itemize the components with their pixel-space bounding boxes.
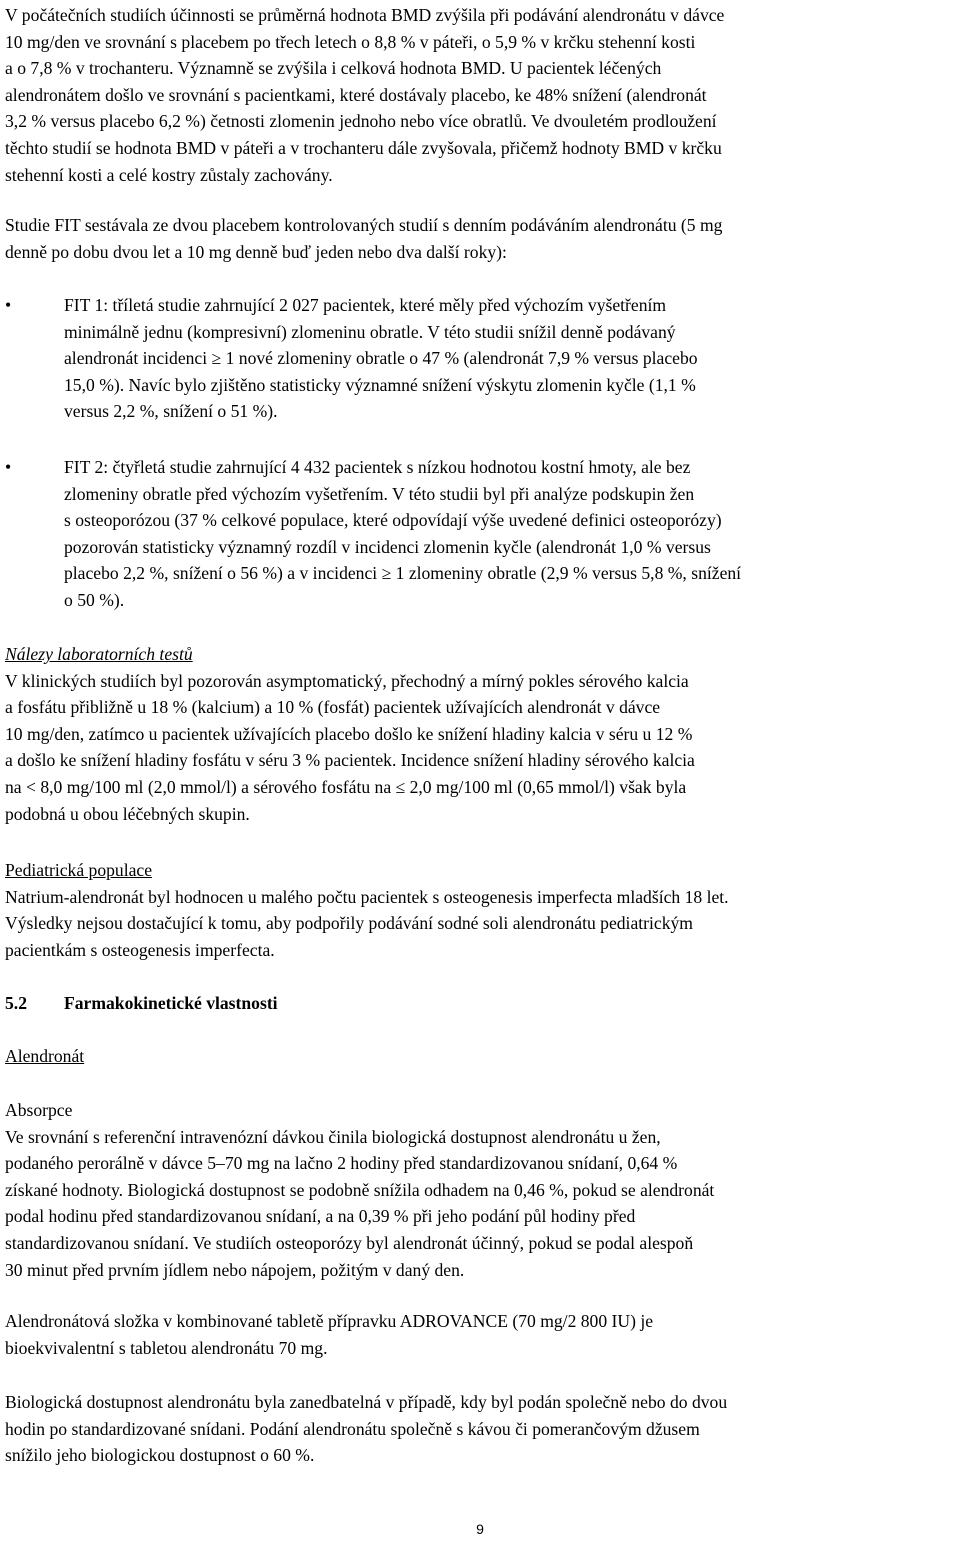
text-line: FIT 2: čtyřletá studie zahrnující 4 432 pacientek s nízkou hodnotou kostní hmoty, ale bez xyxy=(64,457,691,477)
text-line: Výsledky nejsou dostačující k tomu, aby podpořily podávání sodné soli alendronátu pediatrickým xyxy=(5,913,693,934)
text-line: V klinických studiích byl pozorován asymptomatický, přechodný a mírný pokles sérového kalcia xyxy=(5,670,689,691)
text-line: Natrium-alendronát byl hodnocen u malého počtu pacientek s osteogenesis imperfecta mladších 18 let. xyxy=(5,886,729,907)
text-line: 3,2 % versus placebo 6,2 %) četnosti zlomenin jednoho nebo více obratlů. Ve dvouletém prodloužení xyxy=(5,111,717,132)
section-number: 5.2 xyxy=(5,993,27,1013)
page-number: 9 xyxy=(476,1521,484,1537)
text-line: s osteoporózou (37 % celkové populace, které odpovídají výše uvedené definici osteoporózy) xyxy=(64,510,722,531)
heading-alendronat: Alendronát xyxy=(5,1046,85,1066)
bullet-text xyxy=(64,454,954,614)
text-line: těchto studií se hodnota BMD v páteři a v trochanteru dále zvyšovala, přičemž hodnoty BMD v krčku xyxy=(5,137,722,158)
text-line: 30 minut před prvním jídlem nebo nápojem, požitým v daný den. xyxy=(5,1259,465,1280)
section-lab-tests xyxy=(5,641,955,827)
text-line: Alendronátová složka v kombinované tabletě přípravku ADROVANCE (70 mg/2 800 IU) je xyxy=(5,1311,654,1331)
text-line: snížilo jeho biologickou dostupnost o 60 %. xyxy=(5,1445,315,1466)
text-line: versus 2,2 %, snížení o 51 %). xyxy=(64,401,278,422)
text-line: a fosfátu přibližně u 18 % (kalcium) a 10 % (fosfát) pacientek užívajících alendronát v dávce xyxy=(5,697,661,718)
text-line: 10 mg/den, zatímco u pacientek užívajících placebo došlo ke snížení hladiny kalcia v séru u 12 % xyxy=(5,723,693,744)
heading-lab-tests: Nálezy laboratorních testů xyxy=(5,644,193,664)
text-line: stehenní kosti a celé kostry zůstaly zachovány. xyxy=(5,164,333,185)
section-heading-5-2 xyxy=(5,990,955,1017)
text-line: podaného perorálně v dávce 5–70 mg na lačno 2 hodiny před standardizovanou snídaní, 0,64 % xyxy=(5,1153,678,1174)
bullet-icon: • xyxy=(5,457,12,477)
section-absorption xyxy=(5,1097,955,1283)
text-line: alendronát incidenci ≥ 1 nové zlomeniny obratle o 47 % (alendronát 7,9 % versus placebo xyxy=(64,348,698,369)
text-line: V počátečních studiích účinnosti se průměrná hodnota BMD zvýšila při podávání alendronátu v dávce xyxy=(5,5,725,25)
bullet-icon: • xyxy=(5,295,12,315)
heading-absorption: Absorpce xyxy=(5,1100,73,1120)
text-line: získané hodnoty. Biologická dostupnost se podobně snížila odhadem na 0,46 %, pokud se alendronát xyxy=(5,1179,715,1200)
text-line: hodin po standardizované snídani. Podání alendronátu společně s kávou či pomerančovým džusem xyxy=(5,1418,700,1439)
paragraph-fit-study xyxy=(5,212,955,265)
heading-pediatric: Pediatrická populace xyxy=(5,860,153,880)
text-line: standardizovanou snídaní. Ve studiích osteoporózy byl alendronát účinný, pokud se podal alespoň xyxy=(5,1232,694,1253)
paragraph-combo-tablet xyxy=(5,1308,955,1361)
text-line: na < 8,0 mg/100 ml (2,0 mmol/l) a sérového fosfátu na ≤ 2,0 mg/100 ml (0,65 mmol/l) však byla xyxy=(5,776,687,797)
text-line: o 50 %). xyxy=(64,589,125,610)
text-line: zlomeniny obratle před výchozím vyšetřením. V této studii byl při analýze podskupin žen xyxy=(64,483,695,504)
bullet-text xyxy=(64,292,954,425)
text-line: Ve srovnání s referenční intravenózní dávkou činila biologická dostupnost alendronátu u žen, xyxy=(5,1126,661,1147)
text-line: a došlo ke snížení hladiny fosfátu v séru 3 % pacientek. Incidence snížení hladiny sérového kalcia xyxy=(5,750,695,771)
section-pediatric xyxy=(5,857,955,963)
text-line: Studie FIT sestávala ze dvou placebem kontrolovaných studií s denním podáváním alendronátu (5 mg xyxy=(5,215,723,235)
text-line: podal hodinu před standardizovanou snídaní, a na 0,39 % při jeho podání půl hodiny před xyxy=(5,1206,636,1227)
text-line: minimálně jednu (kompresivní) zlomeninu obratle. V této studii snížil denně podávaný xyxy=(64,321,676,342)
text-line: FIT 1: tříletá studie zahrnující 2 027 pacientek, které měly před výchozím vyšetřením xyxy=(64,295,667,315)
paragraph-bmd-results xyxy=(5,2,955,188)
text-line: denně po dobu dvou let a 10 mg denně buď jeden nebo dva další roky): xyxy=(5,241,507,262)
paragraph-bioavailability xyxy=(5,1389,955,1469)
text-line: pacientkám s osteogenesis imperfecta. xyxy=(5,939,275,960)
text-line: 10 mg/den ve srovnání s placebem po třech letech o 8,8 % v páteři, o 5,9 % v krčku stehenní kosti xyxy=(5,31,696,52)
section-title: Farmakokinetické vlastnosti xyxy=(64,993,278,1013)
subheading-alendronat xyxy=(5,1043,955,1070)
text-line: pozorován statisticky významný rozdíl v incidenci zlomenin kyčle (alendronát 1,0 % versus xyxy=(64,536,711,557)
text-line: placebo 2,2 %, snížení o 56 %) a v incidenci ≥ 1 zlomeniny obratle (2,9 % versus 5,8 %, snížení xyxy=(64,563,742,584)
text-line: alendronátem došlo ve srovnání s pacientkami, které dostávaly placebo, ke 48% snížení (alendronát xyxy=(5,84,707,105)
text-line: 15,0 %). Navíc bylo zjištěno statisticky významné snížení výskytu zlomenin kyčle (1,1 % xyxy=(64,374,696,395)
text-line: podobná u obou léčebných skupin. xyxy=(5,803,250,824)
text-line: bioekvivalentní s tabletou alendronátu 70 mg. xyxy=(5,1337,328,1358)
text-line: a o 7,8 % v trochanteru. Významně se zvýšila i celková hodnota BMD. U pacientek léčených xyxy=(5,58,662,79)
text-line: Biologická dostupnost alendronátu byla zanedbatelná v případě, kdy byl podán společně nebo do dvou xyxy=(5,1392,728,1412)
